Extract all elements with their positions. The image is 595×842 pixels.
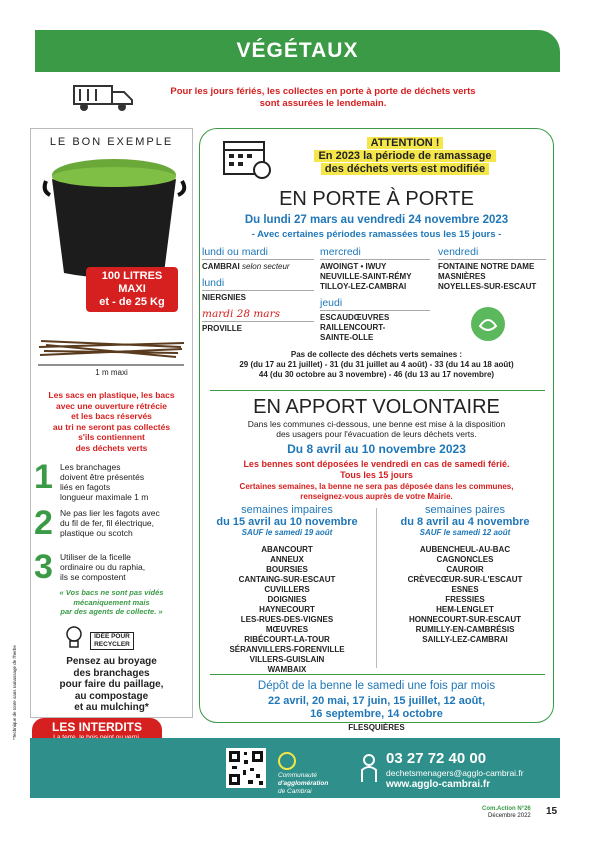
schedule-col-3: vendredi FONTAINE NOTRE DAME MASNIÈRES NOYELLES-SUR-ESCAUT [438,246,546,292]
door-to-door-title: EN PORTE À PORTE [279,188,474,210]
monthly-dates: 22 avril, 20 mai, 17 juin, 15 juillet, 12 août, 16 septembre, 14 octobre [267,695,486,720]
day-thursday: jeudi [320,297,430,311]
green-bin-image [42,155,188,280]
email-link[interactable]: dechetsmenagers@agglo-cambrai.fr [386,768,524,778]
mulching-footnote: *Technique de tonte sans ramassage de l'herbe [12,645,17,740]
day-monday-tuesday: lundi ou mardi [202,246,314,260]
person-icon [360,754,378,784]
day-tuesday-handwritten: mardi 28 mars [202,308,314,322]
rule-3-text: Utiliser de la ficelle ordinaire ou du raphia, ils se compostent [60,552,146,582]
website-link[interactable]: www.agglo-cambrai.fr [386,779,491,790]
attention-notice: ATTENTION ! En 2023 la période de ramassage des déchets verts est modifiée [285,137,525,176]
calendar-icon [222,136,272,180]
schedule-col-1: lundi ou mardi CAMBRAI selon secteur lundi NIERGNIES mardi 28 mars PROVILLE [202,246,314,334]
no-collection-weeks: Pas de collecte des déchets verts semaines : 29 (du 17 au 21 juillet) - 31 (du 31 juillet au 4 août) - 33 (du 14 au 18 août) 44 (du 30 octobre au 3 novembre) - 46 (du 13 au 17 novembre) [239,350,514,379]
section-divider-2 [210,674,545,675]
drop-off-info: Certaines semaines, la benne ne sera pas déposée dans les communes, renseignez-vous auprès de votre Mairie. [239,482,514,501]
agglo-logo: Communauté d'agglomération de Cambrai [278,752,358,796]
lightbulb-hand-icon [62,625,86,651]
day-monday: lundi [202,277,314,291]
section-divider [210,390,545,391]
recycle-leaf-icon [470,306,506,342]
capacity-badge: 100 LITRES MAXI et - de 25 Kg [86,267,178,312]
magazine-info: Com.Action N°26 Décembre 2022 [482,806,531,819]
odd-weeks-column: semaines impaires du 15 avril au 10 novembre SAUF le samedi 19 août ABANCOURT ANNEUX BOURSIES CANTAING-SUR-ESCAUT CUVILLERS DOIGNIES HAYNECOURT LES-RUES-DES-VIGNES MŒUVRES RIBÉCOURT-LA-TOUR SÉRANVILLERS-FORENVILLE VILLERS-GUISLAIN WAMBAIX [202,504,372,675]
rule-number-3: 3 [34,548,53,586]
drop-off-title: EN APPORT VOLONTAIRE [253,396,500,418]
schedule-col-2: mercredi AWOINGT • IWUY NEUVILLE-SAINT-RÉMY TILLOY-LEZ-CAMBRAI jeudi ESCAUDŒUVRES RAILLENCOURT- SAINTE-OLLE [320,246,430,343]
page-number: 15 [546,806,558,817]
fagot-image [36,333,186,373]
idea-badge: IDÉE POUR RECYCLER [90,632,134,650]
good-example-title: LE BON EXEMPLE [49,136,174,148]
idea-text: Pensez au broyage des branchages pour faire du paillage, au compostage et au mulching* [59,656,164,713]
door-to-door-subtitle: - Avec certaines périodes ramassées tous les 15 jours - [251,229,502,240]
drop-off-intro: Dans les communes ci-dessous, une benne est mise à la disposition des usagers pour l'évacuation de leurs déchets verts. [247,419,506,439]
column-divider [376,508,377,668]
rule-1-text: Les branchages doivent être présentés liés en fagots longueur maximale 1 m [60,462,149,502]
warning-text: Les sacs en plastique, les bacs avec une ouverture rétrécie et les bacs réservés au tri ne seront pas collectés s'ils contiennent des déchets verts [48,390,175,453]
forbidden-title: LES INTERDITS [51,720,142,734]
collection-note: « Vos bacs ne sont pas vidés mécaniquement mais par des agents de collecte. » [59,588,164,616]
holiday-notice: Pour les jours fériés, les collectes en porte à porte de déchets verts sont assurées le lendemain. [170,86,476,109]
even-weeks-towns: AUBENCHEUL-AU-BAC CAGNONCLES CAUROIR CRÈVECŒUR-SUR-L'ESCAUT ESNES FRESSIES HEM-LENGLET HONNECOURT-SUR-ESCAUT RUMILLY-EN-CAMBRÉSIS SAILLY-LEZ-CAMBRAI [407,545,523,644]
monthly-town: FLESQUIÈRES [348,723,405,732]
odd-weeks-towns: ABANCOURT ANNEUX BOURSIES CANTAING-SUR-ESCAUT CUVILLERS DOIGNIES HAYNECOURT LES-RUES-DES-VIGNES MŒUVRES RIBÉCOURT-LA-TOUR SÉRANVILLERS-FORENVILLE VILLERS-GUISLAIN WAMBAIX [229,545,345,674]
even-weeks-column: semaines paires du 8 avril au 4 novembre SAUF le samedi 12 août AUBENCHEUL-AU-BAC CAGNONCLES CAUROIR CRÈVECŒUR-SUR-L'ESCAUT ESNES FRESSIES HEM-LENGLET HONNECOURT-SUR-ESCAUT RUMILLY-EN-CAMBRÉSIS SAILLY-LEZ-CAMBRAI [380,504,550,645]
garbage-truck-icon [72,80,140,114]
crescent-logo-icon [278,752,296,770]
drop-off-friday-note: Les bennes sont déposées le vendredi en cas de samedi férié. Tous les 15 jours [243,459,510,480]
rule-number-2: 2 [34,504,53,542]
day-friday: vendredi [438,246,546,260]
fagot-length-label: 1 m maxi [95,368,128,377]
phone-number[interactable]: 03 27 72 40 00 [386,750,487,767]
monthly-title: Dépôt de la benne le samedi une fois par mois [257,680,496,692]
rule-number-1: 1 [34,458,53,496]
door-to-door-dates: Du lundi 27 mars au vendredi 24 novembre 2023 [244,214,509,226]
rule-2-text: Ne pas lier les fagots avec du fil de fer, fil électrique, plastique ou scotch [60,508,160,538]
day-wednesday: mercredi [320,246,430,260]
qr-code-icon[interactable] [226,748,266,788]
drop-off-dates: Du 8 avril au 10 novembre 2023 [287,442,466,456]
section-title: VÉGÉTAUX [35,30,560,72]
